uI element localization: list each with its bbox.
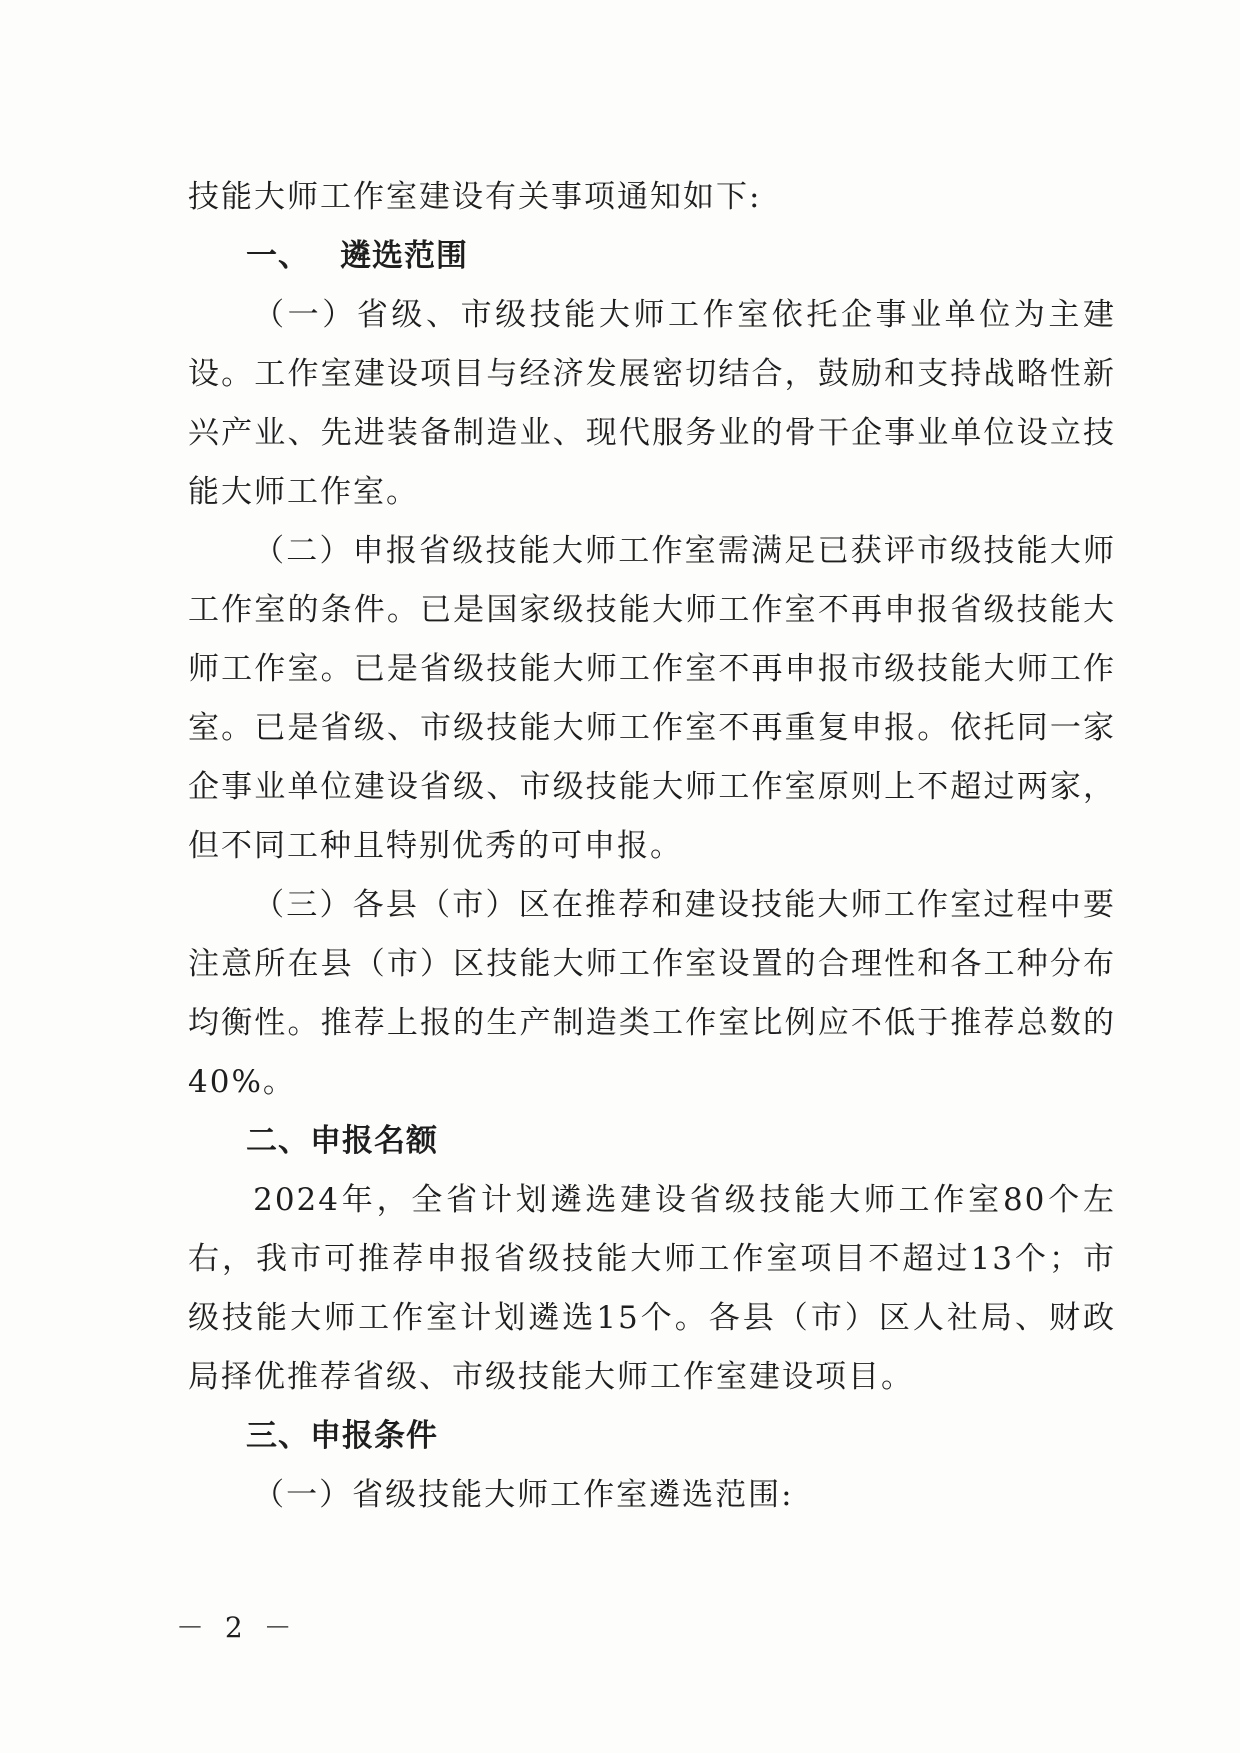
conditions-item-1: （一）省级技能大师工作室遴选范围: — [253, 1477, 794, 1513]
document-body — [188, 168, 1116, 1525]
section-title: 遴选范围 — [340, 238, 468, 274]
scope-item-2: （二）申报省级技能大师工作室需满足已获评市级技能大师工作室的条件。已是国家级技能大师工作室不再申报省级技能大师工作室。已是省级技能大师工作室不再申报市级技能大师工作室。已是省级、市级技能大师工作室不再重复申报。依托同一家企事业单位建设省级、市级技能大师工作室原则上不超过两家，但不同工种且特别优秀的可申报。 — [188, 533, 1116, 864]
section-number: 一、 — [246, 238, 310, 274]
section-heading-quota: 二、申报名额 — [246, 1123, 438, 1159]
quota-paragraph: 2024年，全省计划遴选建设省级技能大师工作室80个左右，我市可推荐申报省级技能大师工作室项目不超过13个；市级技能大师工作室计划遴选15个。各县（市）区人社局、财政局择优推荐省级、市级技能大师工作室建设项目。 — [188, 1182, 1116, 1395]
page-number: － 2 － — [176, 1611, 298, 1644]
scope-item-1: （一）省级、市级技能大师工作室依托企事业单位为主建设。工作室建设项目与经济发展密切结合，鼓励和支持战略性新兴产业、先进装备制造业、现代服务业的骨干企事业单位设立技能大师工作室。 — [188, 297, 1116, 510]
scope-item-3: （三）各县（市）区在推荐和建设技能大师工作室过程中要注意所在县（市）区技能大师工作室设置的合理性和各工种分布均衡性。推荐上报的生产制造类工作室比例应不低于推荐总数的40%。 — [188, 887, 1116, 1100]
section-heading-scope — [188, 227, 1116, 286]
intro-line: 技能大师工作室建设有关事项通知如下: — [188, 179, 762, 215]
section-heading-conditions: 三、申报条件 — [246, 1418, 438, 1454]
